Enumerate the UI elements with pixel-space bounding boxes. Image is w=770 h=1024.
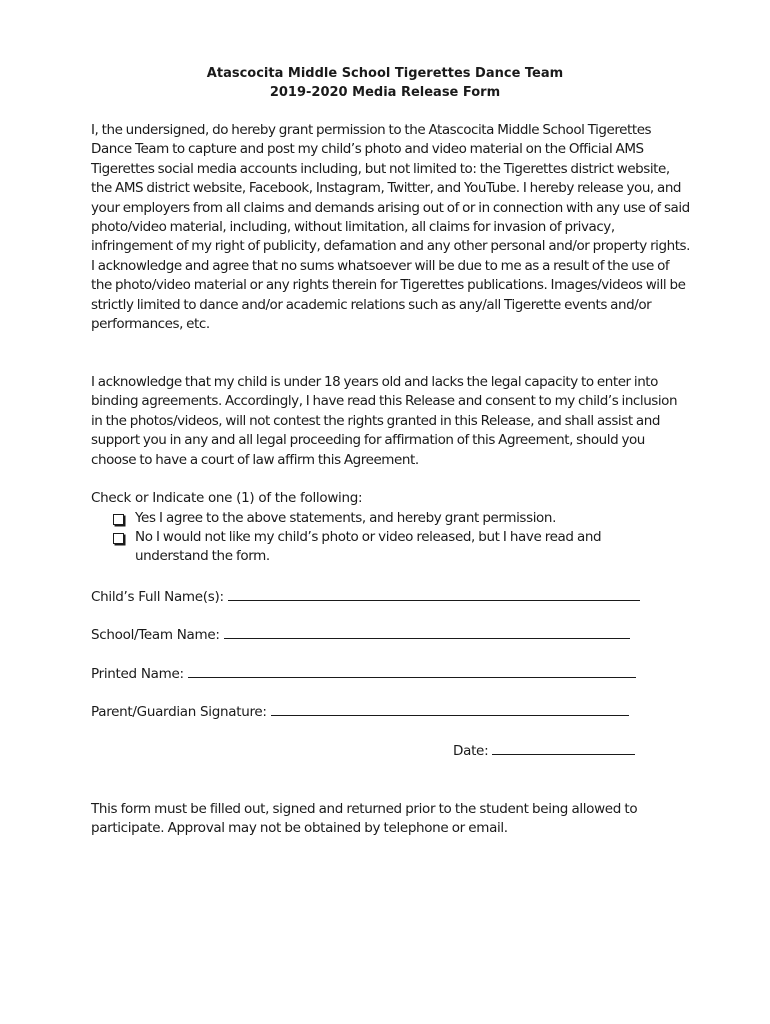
acknowledgement-paragraph: I acknowledge that my child is under 18 years old and lacks the legal capacity to enter into binding agreements. Accordingly, I have read this Release and consent to my child’s inclusion in the photos/videos, will not contest the rights granted in this Release, and shall assist and support you in any and all legal proceeding for affirmation of this Agreement, should you choose to have a court of law affirm this Agreement.: [91, 374, 678, 468]
footer-note: This form must be filled out, signed and returned prior to the student being allowed to participate. Approval may not be obtained by telephone or email.: [91, 801, 638, 837]
signature-blank[interactable]: [271, 702, 629, 716]
choice-instructions: Check or Indicate one (1) of the following:: [91, 490, 363, 506]
option-no-label: No I would not like my child’s photo or video released, but I have read and understand the form.: [135, 529, 602, 565]
date-field: [453, 741, 635, 761]
school-team-label: School/Team Name:: [91, 627, 220, 643]
signature-label: Parent/Guardian Signature:: [91, 704, 267, 720]
release-paragraph: I, the undersigned, do hereby grant permission to the Atascocita Middle School Tigerettes Dance Team to capture and post my child’s photo and video material on the Official AMS Tigerettes social media accounts including, but not limited to: the Tigerettes district website, the AMS district website, Facebook, Instagram, Twitter, and YouTube. I hereby release you, and your employers from all claims and demands arising out of or in connection with any use of said photo/video material, including, without limitation, all claims for invasion of privacy, infringement of my right of publicity, defamation and any other personal and/or property rights. I acknowledge and agree that no sums whatsoever will be due to me as a result of the use of the photo/video material or any rights therein for Tigerettes publications. Images/videos will be strictly limited to dance and/or academic relations such as any/all Tigerette events and/or performances, etc.: [91, 122, 690, 333]
option-no[interactable]: [113, 528, 653, 567]
date-label: Date:: [453, 743, 489, 759]
checkbox-icon[interactable]: [113, 514, 124, 525]
printed-name-field: [91, 664, 636, 684]
printed-name-label: Printed Name:: [91, 666, 184, 682]
option-yes[interactable]: [113, 509, 556, 528]
signature-field: [91, 702, 629, 722]
form-subtitle: 2019-2020 Media Release Form: [269, 85, 501, 100]
child-name-field: [91, 587, 640, 607]
date-blank[interactable]: [492, 741, 635, 755]
child-name-label: Child’s Full Name(s):: [91, 589, 224, 605]
printed-name-blank[interactable]: [188, 664, 636, 678]
child-name-blank[interactable]: [228, 587, 640, 601]
checkbox-icon[interactable]: [113, 533, 124, 544]
form-title: Atascocita Middle School Tigerettes Dance Team: [206, 66, 564, 81]
option-yes-label: Yes I agree to the above statements, and hereby grant permission.: [135, 510, 556, 526]
school-team-blank[interactable]: [224, 625, 630, 639]
school-team-field: [91, 625, 630, 645]
